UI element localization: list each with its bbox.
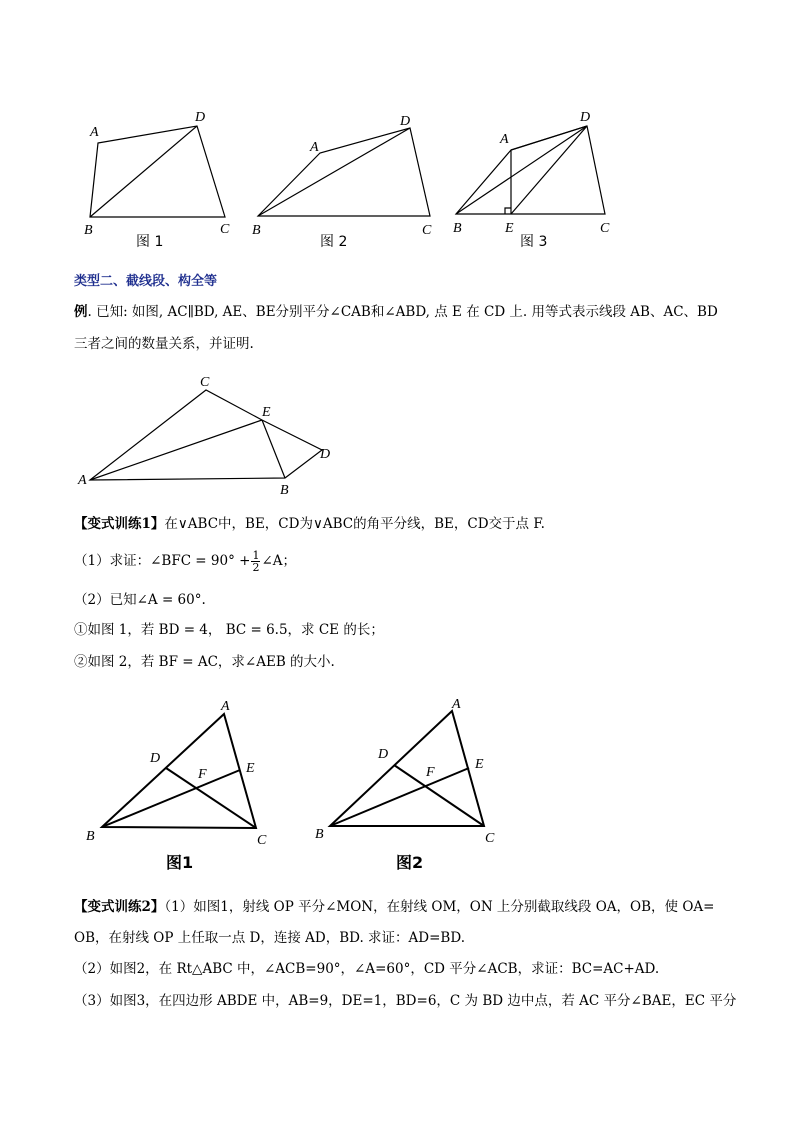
example-label-A: A — [78, 473, 87, 488]
drill2-p1a-line — [74, 897, 714, 917]
fig3-label-E: E — [505, 221, 514, 236]
fig1-label-B: B — [84, 223, 93, 238]
drill1-intro: 在∨ABC中，BE，CD为∨ABC的角平分线，BE，CD交于点 F. — [164, 516, 545, 532]
drill1-q1 — [74, 549, 296, 573]
fig1-label-D: D — [195, 110, 206, 125]
section-title: 类型二、截线段、构全等 — [74, 274, 218, 289]
fig3-label-C: C — [600, 221, 610, 236]
example-label-C: C — [200, 375, 210, 390]
d1f1-label-F: F — [198, 767, 207, 782]
d1f1-label-D: D — [150, 751, 161, 766]
fig2-label-B: B — [252, 223, 261, 238]
example-label-B: B — [280, 483, 289, 498]
fig1-label-A: A — [90, 125, 99, 140]
drill1-q2a: ①如图 1，若 BD = 4， BC = 6.5，求 CE 的长； — [74, 622, 384, 638]
drill1-tag: 【变式训练1】 — [74, 516, 165, 532]
figure-1 — [90, 126, 225, 217]
example-label-D: D — [320, 447, 331, 462]
fig3-label-B: B — [453, 221, 462, 236]
fig2-caption: 图 2 — [320, 234, 348, 250]
d1f2-caption: 图2 — [396, 853, 424, 872]
fig2-label-C: C — [422, 223, 432, 238]
fig1-caption: 图 1 — [136, 234, 164, 250]
example-line-2: 三者之间的数量关系，并证明. — [74, 336, 254, 352]
top-figures — [0, 100, 794, 260]
fraction-half: $\frac{1}{2}$ — [252, 549, 260, 574]
fig3-caption: 图 3 — [520, 234, 548, 250]
fig1-label-C: C — [220, 222, 230, 237]
d1f1-label-B: B — [86, 829, 95, 844]
drill2-p1b: OB，在射线 OP 上任取一点 D，连接 AD，BD. 求证：AD=BD. — [74, 930, 465, 946]
fig3-label-D: D — [580, 110, 591, 125]
d1f2-label-B: B — [315, 827, 324, 842]
fig3-label-A: A — [500, 132, 509, 147]
fig2-label-A: A — [310, 140, 319, 155]
d1f1-caption: 图1 — [166, 853, 194, 872]
figure-2 — [258, 128, 430, 216]
drill1-figure-1 — [102, 714, 256, 828]
d1f2-label-C: C — [485, 831, 495, 846]
drill2-tag: 【变式训练2】 — [74, 899, 165, 915]
example-text-1: . 已知: 如图, AC∥BD, AE、BE分别平分∠CAB和∠ABD, 点 E 在 CD 上. 用等式表示线段 AB、AC、BD — [87, 304, 718, 320]
d1f1-label-A: A — [221, 699, 230, 714]
drill2-p3: （3）如图3，在四边形 ABDE 中，AB=9，DE=1，BD=6，C 为 BD 边中点，若 AC 平分∠BAE，EC 平分 — [74, 993, 737, 1009]
drill1-q2b: ②如图 2，若 BF = AC，求∠AEB 的大小. — [74, 654, 335, 670]
drill1-figure-2 — [330, 711, 484, 826]
example-prefix: 例 — [74, 304, 88, 320]
drill2-p2: （2）如图2，在 Rt△ABC 中，∠ACB=90°，∠A=60°，CD 平分∠ACB，求证：BC=AC+AD. — [74, 961, 660, 977]
d1f2-label-F: F — [426, 765, 435, 780]
d1f2-label-A: A — [452, 697, 461, 712]
fig2-label-D: D — [400, 114, 411, 129]
drill2-p1a: （1）如图1，射线 OP 平分∠MON，在射线 OM，ON 上分别截取线段 OA，OB，使 OA= — [164, 899, 715, 915]
drill1-intro-line — [74, 514, 545, 534]
d1f2-label-E: E — [475, 757, 484, 772]
d1f1-label-E: E — [246, 761, 255, 776]
drill1-figures — [0, 690, 794, 880]
d1f2-label-D: D — [378, 747, 389, 762]
example-label-E: E — [262, 405, 271, 420]
figure-3 — [456, 126, 605, 214]
drill1-q1-suffix: ∠A； — [261, 553, 297, 569]
drill1-q2: （2）已知∠A = 60°. — [74, 592, 206, 608]
drill1-q1-prefix: （1）求证：∠BFC = 90° + — [74, 553, 251, 569]
d1f1-label-C: C — [257, 833, 267, 848]
example-figure — [0, 370, 794, 500]
example-line-1 — [74, 302, 718, 322]
